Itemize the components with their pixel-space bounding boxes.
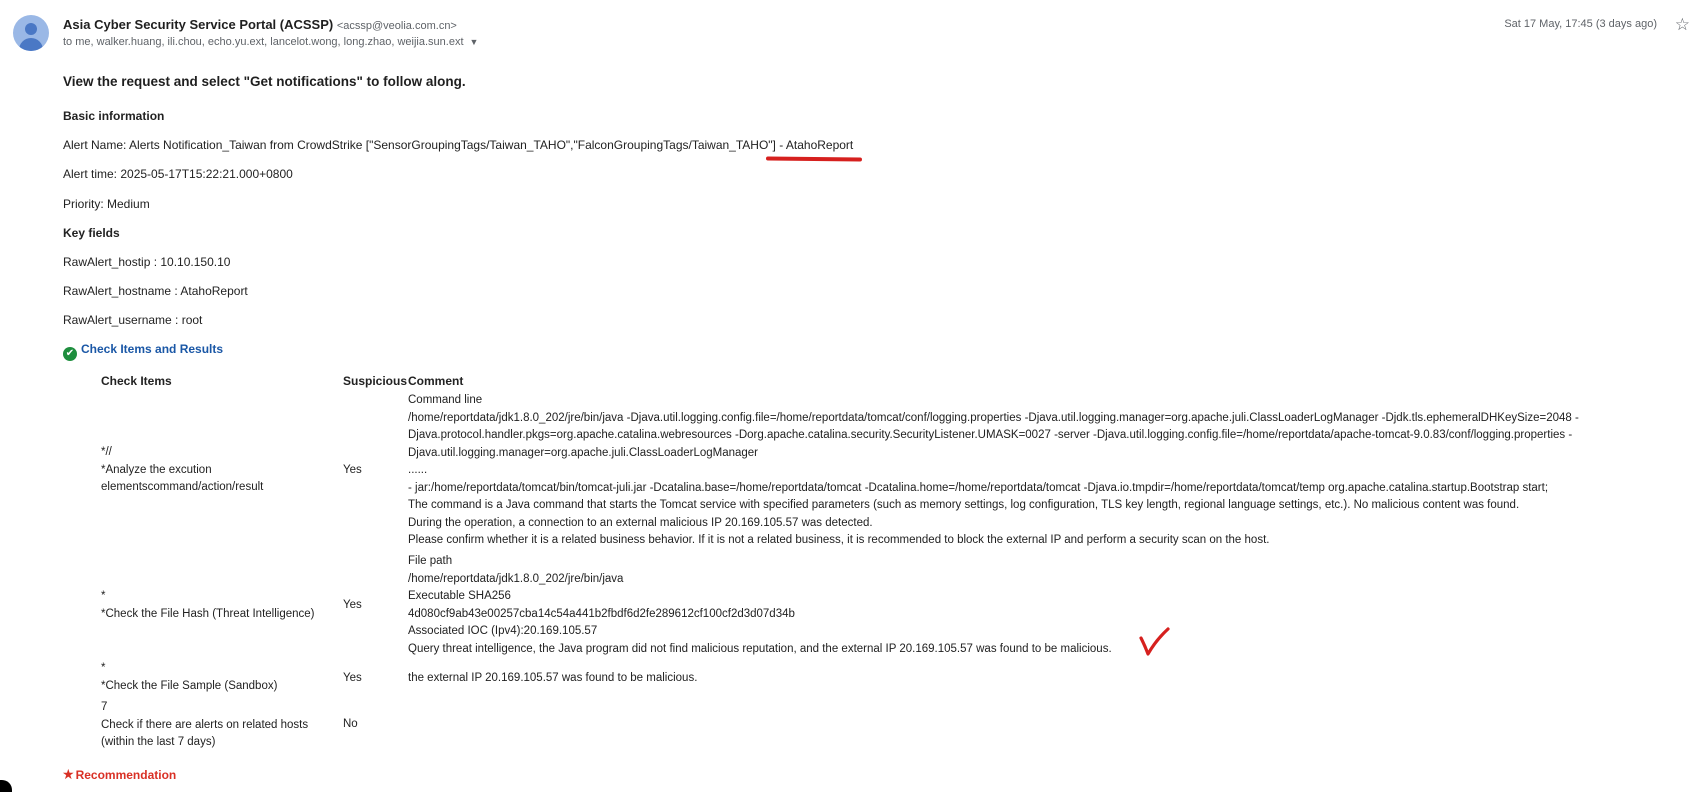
row-1-comment-line: During the operation, a connection to an external malicious IP 20.169.105.57 was detected. — [408, 516, 873, 529]
window-corner — [0, 780, 12, 792]
row-1-comment-line: Djava.protocol.handler.pkgs=org.apache.catalina.webresources -Dorg.apache.catalina.security.SecurityListener.UMASK=0027 -server -Djava.util.logging.config.file=/home/reportdata/apache-tomcat-9.0.83/conf/logging.properties - — [408, 429, 1573, 441]
field-hostname: RawAlert_hostname : AtahoReport — [63, 284, 248, 298]
row-1-item-line: *// — [101, 446, 112, 458]
key-fields-heading: Key fields — [63, 226, 120, 240]
row-2-comment-line: File path — [408, 555, 453, 567]
row-2-item-line: *Check the File Hash (Threat Intelligence) — [101, 607, 315, 620]
row-1-comment-line: Please confirm whether it is a related business behavior. If it is not a related business, it is recommended to block the external IP and perform a security scan on the host. — [408, 534, 1270, 546]
row-1-comment-line: ...... — [408, 464, 428, 476]
table-row-3-comment — [408, 670, 697, 688]
row-2-item-line: * — [101, 590, 106, 602]
row-4-item-line: 7 — [101, 701, 108, 713]
annotation-checkmark — [1138, 626, 1170, 658]
row-1-comment-line: Command line — [408, 394, 483, 406]
recipients: to me, walker.huang, ili.chou, echo.yu.ext, lancelot.wong, long.zhao, weijia.sun.ext — [63, 36, 464, 48]
row-1-suspicious: Yes — [343, 464, 362, 476]
row-1-comment-line: - jar:/home/reportdata/tomcat/bin/tomcat-juli.jar -Dcatalina.base=/home/reportdata/tomcat -Dcatalina.home=/home/reportdata/tomcat -Djava.io.tmpdir=/home/reportdata/tomcat/temp org.apache.catalina.startup.Bootstrap start; — [408, 481, 1549, 494]
recipients-line[interactable] — [63, 36, 478, 48]
sender-email: <acssp@veolia.com.cn> — [336, 20, 457, 32]
row-4-item-line: Check if there are alerts on related hosts — [101, 718, 309, 731]
table-row-1-comment — [408, 392, 1579, 550]
basic-info-heading: Basic information — [63, 109, 165, 123]
row-2-comment-line: Associated IOC (Ipv4):20.169.105.57 — [408, 625, 598, 637]
star-filled-icon: ★ — [62, 766, 75, 782]
chevron-down-icon[interactable]: ▼ — [469, 37, 479, 47]
row-4-item-line: (within the last 7 days) — [101, 736, 216, 748]
row-3-item-line: *Check the File Sample (Sandbox) — [101, 679, 278, 692]
row-1-item-line: elementscommand/action/result — [101, 481, 264, 493]
sender-avatar[interactable] — [13, 15, 49, 51]
field-hostip: RawAlert_hostip : 10.10.150.10 — [63, 255, 231, 269]
row-2-comment-line: /home/reportdata/jdk1.8.0_202/jre/bin/java — [408, 572, 624, 585]
row-3-item-line: * — [101, 662, 106, 674]
check-items-heading — [63, 342, 223, 361]
sender-name[interactable]: Asia Cyber Security Service Portal (ACSSP) — [63, 17, 334, 32]
table-row-4-item — [101, 699, 308, 752]
annotation-underline — [766, 156, 862, 161]
row-1-item-line: *Analyze the excution — [101, 463, 212, 476]
sender-line — [63, 17, 457, 32]
email-headline: View the request and select "Get notifications" to follow along. — [63, 74, 466, 89]
table-row-3-item — [101, 660, 277, 695]
row-3-suspicious: Yes — [343, 672, 362, 684]
row-4-suspicious: No — [343, 718, 358, 730]
row-1-comment-line: The command is a Java command that starts the Tomcat service with specified parameters (such as memory settings, log configuration, TLS key length, regional language settings, etc.). No malicious content was found. — [408, 499, 1520, 511]
row-3-comment-line: the external IP 20.169.105.57 was found to be malicious. — [408, 672, 698, 684]
check-items-title: Check Items and Results — [81, 342, 224, 356]
table-row-2-item — [101, 588, 315, 623]
col-suspicious: Suspicious — [343, 374, 408, 388]
check-circle-icon: ✔ — [63, 347, 77, 361]
col-comment: Comment — [408, 374, 464, 388]
field-username: RawAlert_username : root — [63, 313, 203, 327]
row-1-comment-line: Djava.util.logging.manager=org.apache.juli.ClassLoaderLogManager — [408, 446, 759, 459]
recommendation-title: Recommendation — [75, 768, 177, 782]
star-icon[interactable]: ☆ — [1674, 15, 1690, 34]
alert-name: Alert Name: Alerts Notification_Taiwan from CrowdStrike ["SensorGroupingTags/Taiwan_TAHO","FalconGroupingTags/Taiwan_TAHO"] - AtahoReport — [63, 138, 854, 152]
row-2-comment-line: Executable SHA256 — [408, 590, 511, 602]
alert-time: Alert time: 2025-05-17T15:22:21.000+0800 — [63, 167, 293, 181]
col-check-items: Check Items — [101, 374, 172, 388]
row-2-comment-line: 4d080cf9ab43e00257cba14c54a441b2fbdf6d2fe289612cf100cf2d3d07d34b — [408, 607, 795, 620]
table-row-2-comment — [408, 553, 1112, 658]
row-2-comment-line: Query threat intelligence, the Java program did not find malicious reputation, and the external IP 20.169.105.57 was found to be malicious. — [408, 642, 1112, 655]
recommendation-heading — [62, 766, 176, 783]
row-1-comment-line: /home/reportdata/jdk1.8.0_202/jre/bin/java -Djava.util.logging.config.file=/home/reportdata/tomcat/conf/logging.properties -Djava.util.logging.manager=org.apache.juli.ClassLoaderLogManager -Djdk.tls.ephemeralDHKeySize=2048 - — [408, 411, 1579, 424]
table-row-1-item — [101, 444, 263, 497]
priority: Priority: Medium — [63, 197, 150, 211]
email-date: Sat 17 May, 17:45 (3 days ago) — [1504, 18, 1657, 30]
row-2-suspicious: Yes — [343, 599, 362, 611]
